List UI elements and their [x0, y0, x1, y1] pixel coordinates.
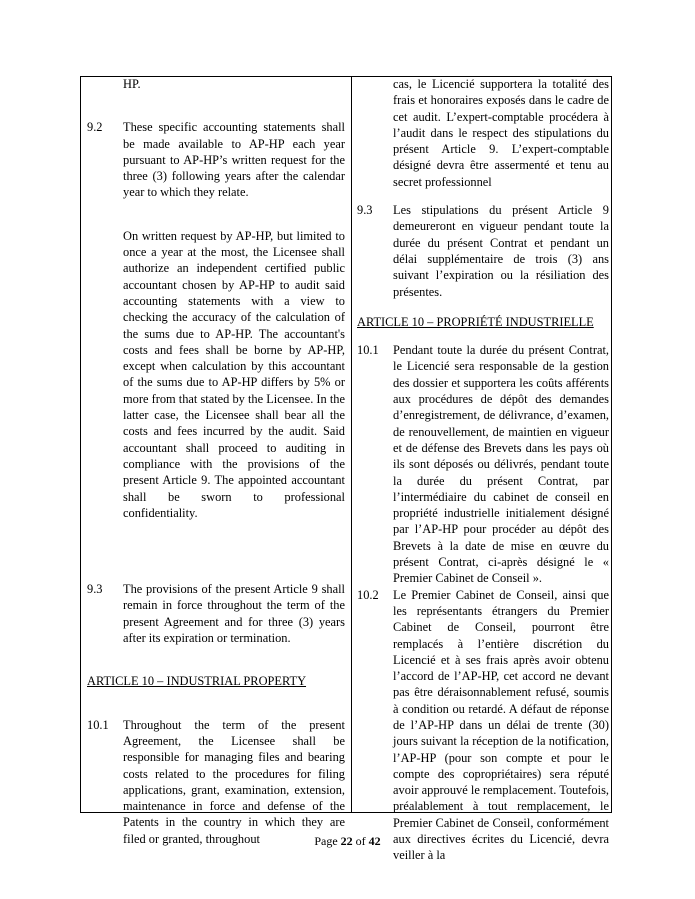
clause-number: 9.3	[357, 203, 373, 218]
current-page-number: 22	[340, 834, 353, 848]
continuation-text: cas, le Licencié supportera la totalité des frais et honoraires exposés dans le cadre de cet audit. L’expert-comptable procédera à l’audit dans le respect des stipulations du présent Article 9. L’expert-comptable désigné devra être assermenté et tenu au secret professionnel	[393, 77, 609, 189]
total-pages-number: 42	[368, 834, 381, 848]
page-label: Page	[314, 834, 341, 848]
clause-text: The provisions of the present Article 9 shall remain in force throughout the term of the present Agreement and for three (3) years after its expiration or termination.	[123, 582, 345, 646]
clause-10-1	[357, 342, 609, 586]
clause-text: On written request by AP-HP, but limited to once a year at the most, the Licensee shall authorize an independent certified public accountant chosen by AP-HP to audit said accounting statements with a view to checking the accuracy of the calculation of the sums due to AP-HP. The accountant's costs and fees shall be borne by AP-HP, except when calculation by this accountant of the sums due to AP-HP differs by 5% or more from that stated by the Licensee. In the latter case, the Licensee shall bear all the costs and fees incurred by the audit. Said accountant shall proceed to auditing in compliance with the provisions of the present Article 9. The appointed accountant shall be sworn to professional confidentiality.	[123, 228, 345, 520]
clause-9-2-audit	[87, 228, 345, 521]
clause-text: These specific accounting statements shall be made available to AP-HP each year pursuant to AP-HP’s written request for the three (3) following years after the calendar year to which they relate.	[123, 120, 345, 200]
clause-9-3	[357, 202, 609, 300]
clause-number: 10.1	[87, 717, 109, 732]
clause-10-1	[87, 717, 345, 847]
clause-number: 10.2	[357, 587, 379, 602]
clause-number: 10.1	[357, 343, 379, 358]
clause-text: Pendant toute la durée du présent Contrat, le Licencié sera responsable de la gestion des dossier et supportera les coûts afférents aux procédures de dépôt des demandes d’enregistrement, de délivrance, d’examen, de renouvellement, de maintien en vigueur et de défense des Brevets dans les pays où ils sont déposés ou délivrés, pendant toute la durée du présent Contrat, par l’intermédiaire du cabinet de conseil en propriété industrielle initialement désigné par l’AP-HP pour procéder au dépôt des Brevets à la date de mise en œuvre du présent Contrat, ci-après désigné le « Premier Cabinet de Conseil ».	[393, 343, 609, 586]
article-10-heading: ARTICLE 10 – INDUSTRIAL PROPERTY	[87, 674, 307, 689]
article-10-heading: ARTICLE 10 – PROPRIÉTÉ INDUSTRIELLE	[357, 314, 594, 329]
continuation-paragraph	[357, 76, 609, 190]
clause-9-2	[87, 119, 345, 200]
clause-text: Throughout the term of the present Agreement, the Licensee shall be responsible for managing files and bearing costs related to the procedures for filing applications, grant, examination, extension, maintenance in force and defense of the Patents in the country in which they are filed or granted, throughout	[123, 717, 345, 846]
continuation-text: HP.	[123, 77, 141, 91]
page-of-label: of	[352, 834, 369, 848]
clause-number: 9.2	[87, 120, 103, 135]
clause-text: Les stipulations du présent Article 9 demeureront en vigueur pendant toute la durée du présent Contrat et pendant un délai supplémentaire de trois (3) ans suivant l’expiration ou la résiliation des présentes.	[393, 203, 609, 299]
clause-text: Le Premier Cabinet de Conseil, ainsi que les représentants étrangers du Premier Cabinet de Conseil, pourront être remplacés à l’entière discrétion du Licencié et à ses frais après avoir obtenu l’accord de l’AP-HP, cet accord ne devant pas être déraisonnablement refusé, soumis à condition ou retardé. A défaut de réponse de l’AP-HP dans un délai de trente (30) jours suivant la réception de la notification, l’AP-HP (pour son compte et pour le compte des copropriétaires) sera réputé avoir approuvé le remplacement. Toutefois, préalablement à tout remplacement, le Premier Cabinet de Conseil, conformément aux directives écrites du Licencié, devra veiller à la	[393, 587, 609, 863]
continuation-paragraph	[87, 76, 345, 92]
clause-10-2	[357, 587, 609, 864]
page-footer	[0, 834, 695, 848]
clause-9-3	[87, 581, 345, 646]
clause-number: 9.3	[87, 582, 103, 597]
column-divider	[351, 76, 352, 813]
